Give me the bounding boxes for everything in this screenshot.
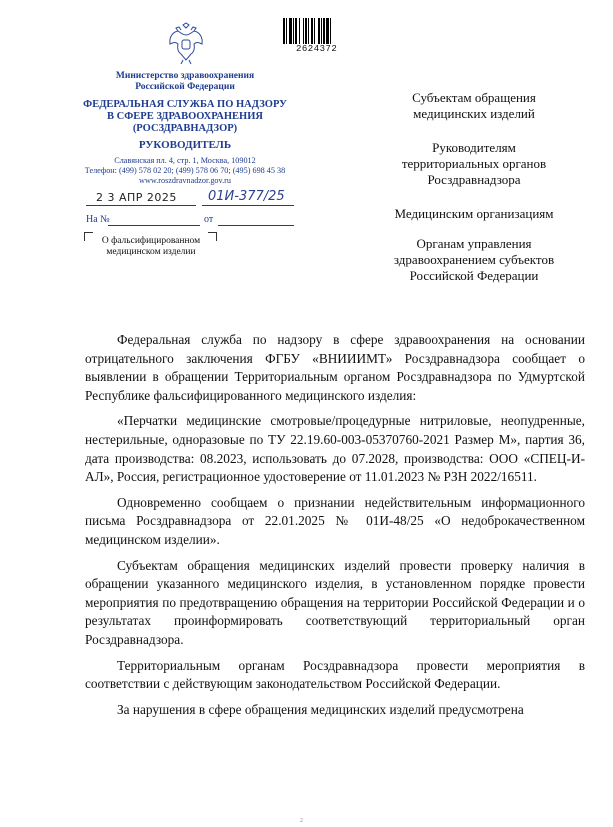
body-paragraph-3: Одновременно сообщаем о признании недействительным информационного письма Росздравнадзора от 22.01.2025 № 01И-48/25 «О недоброкачественном медицинском изделии». — [85, 494, 585, 547]
body-paragraph-2: «Перчатки медицинские смотровые/процедурные нитриловые, неопудренные, нестерильные, одноразовые по ТУ 22.19.60-003-05370760-2021 Размер М», партия 36, дата производства: 08.2023, использовать до 07.2028, производства: ООО «СПЕЦ-И-АЛ», Россия, регистрационное удостоверение от 11.01.2023 № РЗН 2022/16511. — [85, 413, 585, 485]
address-line: Славянская пл. 4, стр. 1, Москва, 109012 — [114, 156, 256, 165]
number-underline — [202, 205, 294, 206]
barcode — [283, 18, 349, 44]
recipient-2 — [360, 140, 588, 188]
body-paragraph-1: Федеральная служба по надзору в сфере здравоохранения на основании отрицательного заключения ФГБУ «ВНИИИМТ» Росздравнадзора сообщает о выявлении в обращении Территориальным органом Росздравнадзора по Удмуртской Республике фальсифицированного медицинского изделия: — [85, 332, 585, 403]
recipient-1 — [360, 90, 588, 122]
recipient-line: здравоохранением субъектов — [393, 252, 555, 267]
recipient-line: Российской Федерации — [409, 268, 539, 283]
recipient-3 — [360, 206, 588, 222]
recipient-line: Руководителям — [432, 140, 516, 155]
ministry-line-2: Российской Федерации — [135, 82, 235, 92]
recipient-4 — [360, 236, 588, 284]
double-headed-eagle-icon — [166, 22, 206, 66]
reference-date-line — [218, 225, 294, 226]
subject-line — [86, 236, 216, 258]
recipient-line: территориальных органов — [401, 156, 547, 171]
reference-number-label: На № — [86, 214, 110, 225]
letter-date: 2 3 АПР 2025 — [96, 191, 177, 204]
body-paragraph-5: Территориальным органам Росздравнадзора провести мероприятия в соответствии с действующим законодательством Российской Федерации. — [85, 657, 585, 692]
reference-number-line — [108, 225, 200, 226]
website-line: www.roszdravnadzor.gov.ru — [139, 176, 231, 185]
barcode-number: 2624372 — [296, 44, 338, 54]
letter-body — [85, 331, 585, 726]
body-paragraph-6: За нарушения в сфере обращения медицинских изделий предусмотрена — [117, 701, 524, 717]
recipient-line: Медицинским организациям — [394, 206, 554, 221]
head-title: РУКОВОДИТЕЛЬ — [138, 139, 232, 151]
address-block — [60, 156, 310, 186]
ministry-name — [60, 71, 310, 93]
service-line-2: В СФЕРЕ ЗДРАВООХРАНЕНИЯ — [107, 111, 263, 122]
date-underline — [86, 205, 196, 206]
body-paragraph-4: Субъектам обращения медицинских изделий провести проверку наличия в обращении указанного медицинского изделия, в установленном порядке провести мероприятия по предотвращению обращения на территории Российской Федерации и о результатах проинформировать соответствующий территориальный орган Росздравнадзора. — [85, 557, 585, 647]
service-name — [60, 99, 310, 135]
recipient-line: медицинских изделий — [413, 106, 535, 121]
recipient-line: Органам управления — [416, 236, 532, 251]
recipient-line: Росздравнадзора — [427, 172, 521, 187]
service-line-3: (РОСЗДРАВНАДЗОР) — [132, 123, 238, 134]
ministry-line-1: Министерство здравоохранения — [115, 71, 255, 81]
recipient-line: Субъектам обращения — [412, 90, 536, 105]
barcode-bar — [331, 18, 333, 44]
subject-line-2: медицинском изделии — [106, 247, 196, 257]
service-line-1: ФЕДЕРАЛЬНАЯ СЛУЖБА ПО НАДЗОРУ — [83, 99, 287, 110]
reference-date-label: от — [204, 214, 214, 225]
letter-number: 01И-377/25 — [208, 189, 285, 204]
page-number: 2 — [300, 818, 303, 824]
phone-line: Телефон: (499) 578 02 20; (499) 578 06 70; (495) 698 45 38 — [84, 166, 286, 175]
subject-line-1: О фальсифицированном — [101, 236, 201, 246]
